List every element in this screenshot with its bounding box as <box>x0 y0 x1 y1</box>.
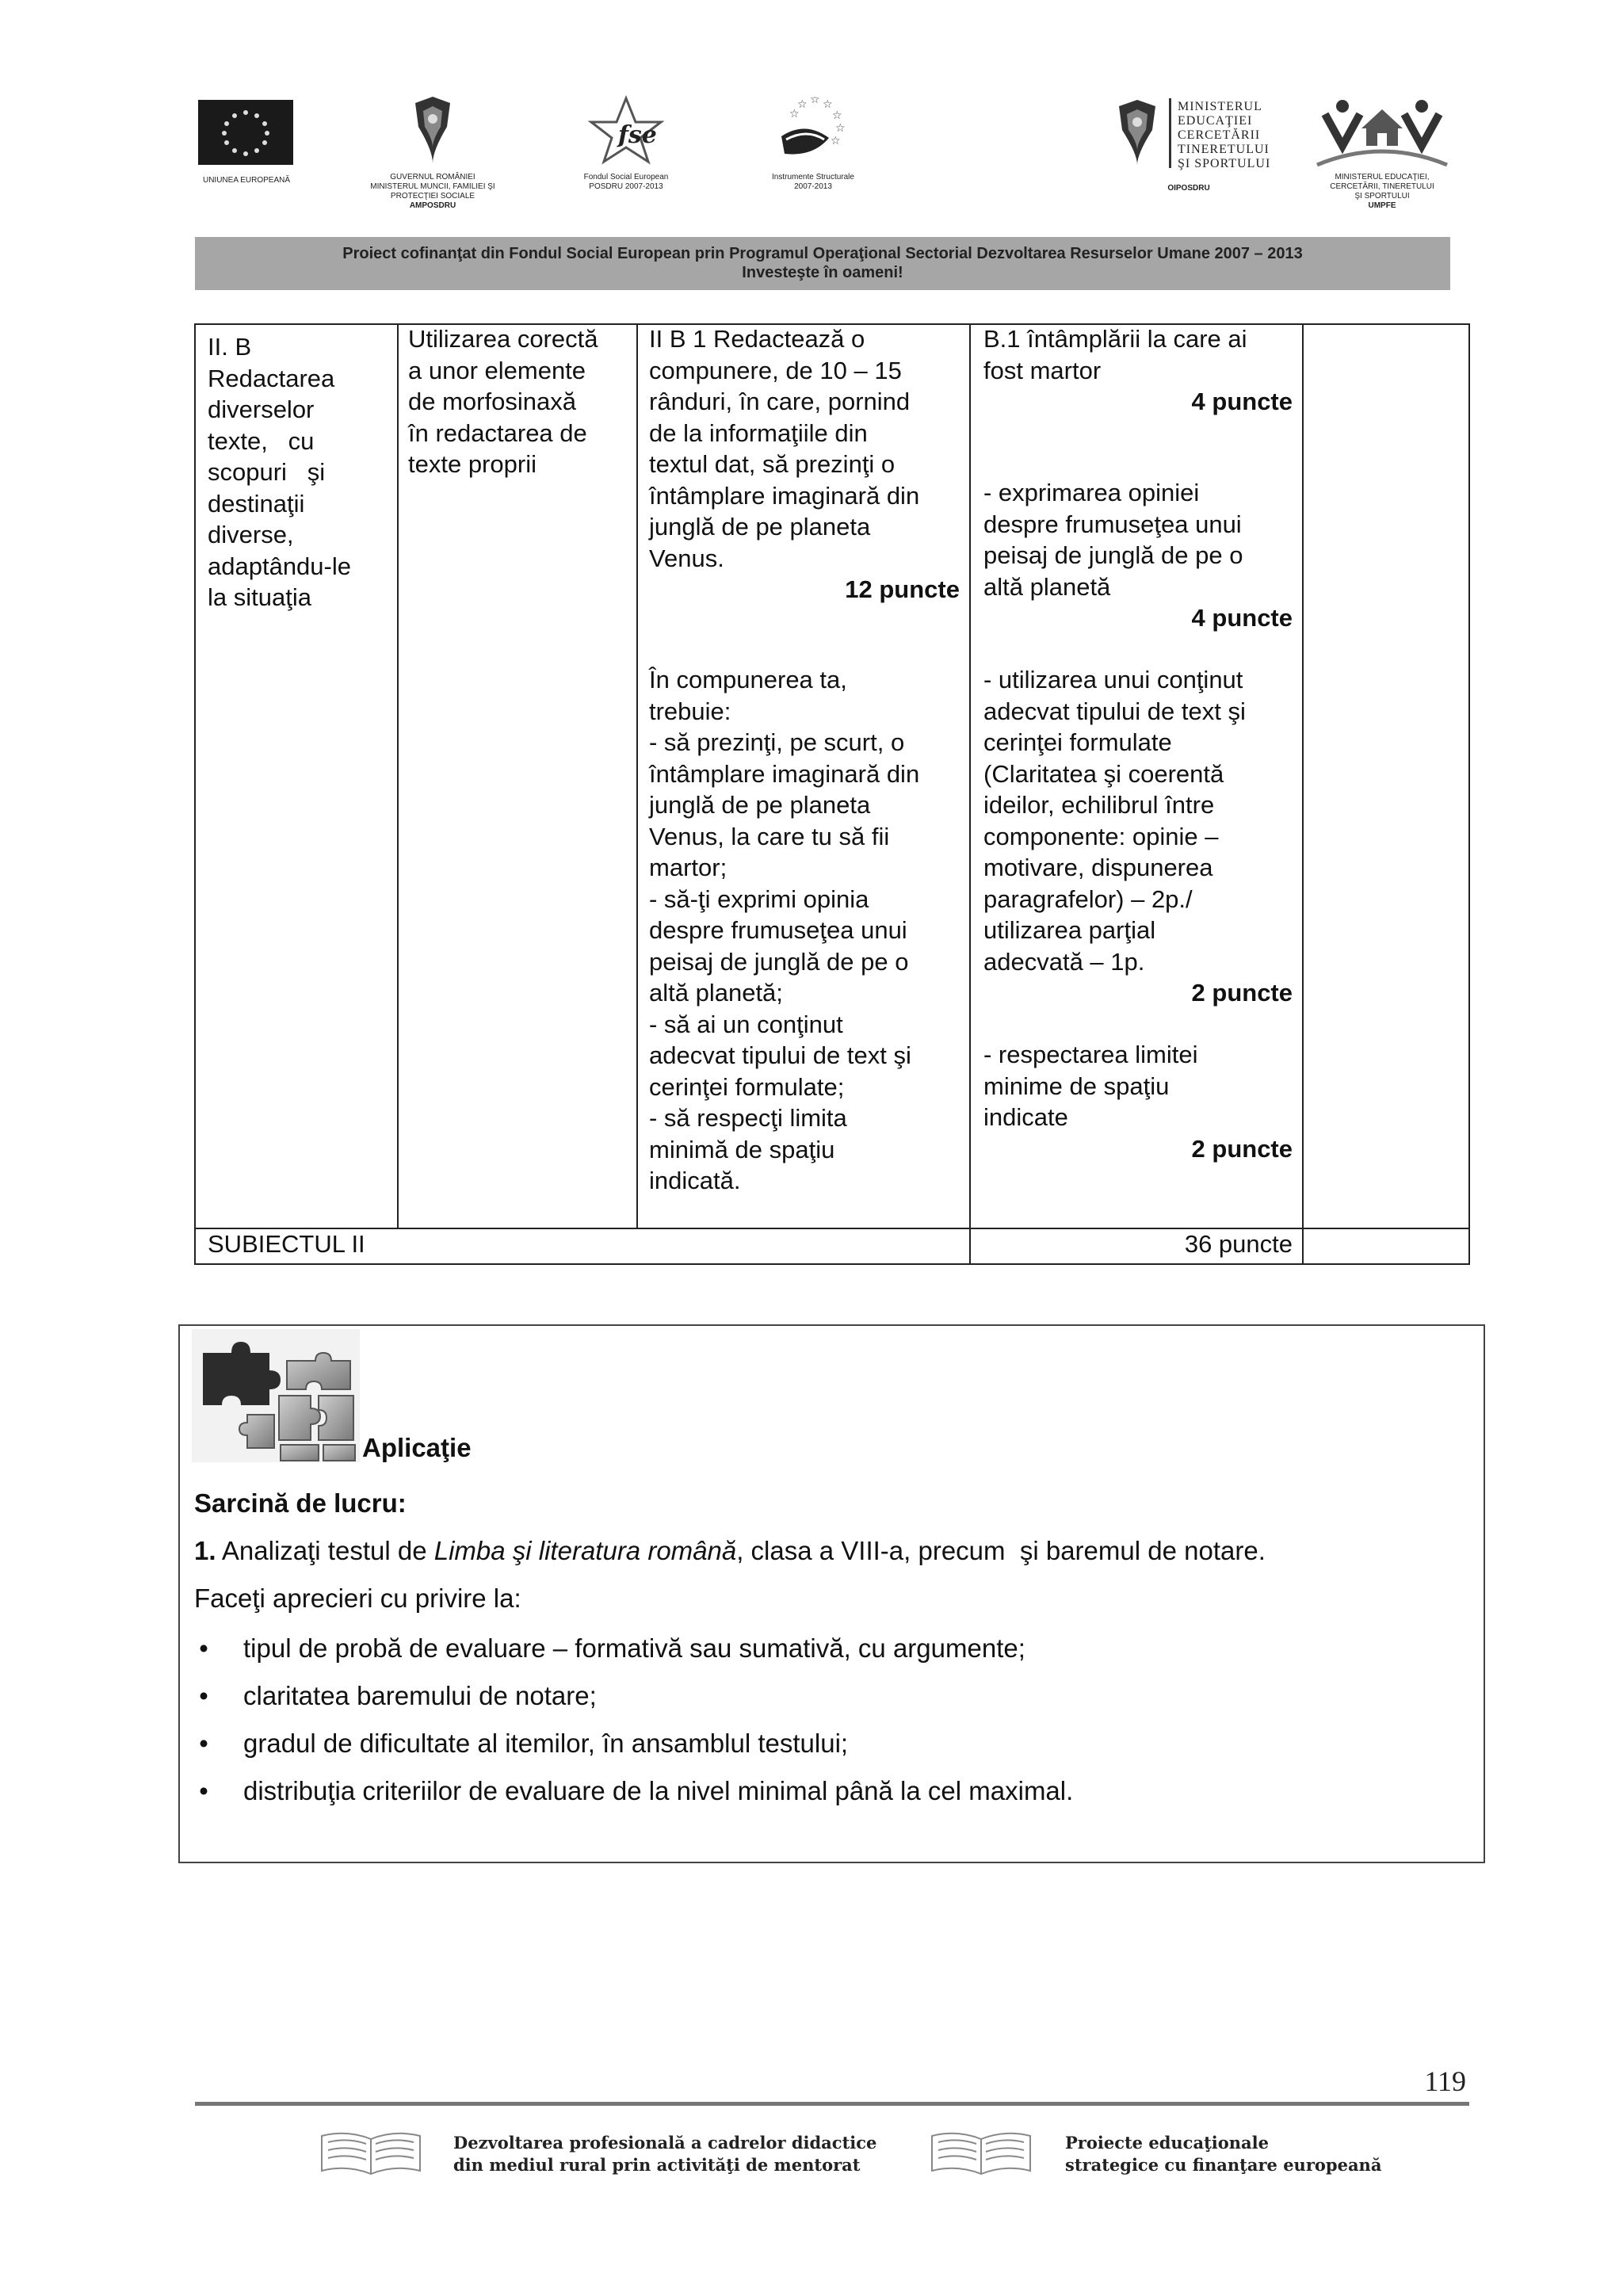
scoring-points-4: 2 puncte <box>1191 1134 1293 1163</box>
project-banner <box>195 237 1450 290</box>
puzzle-pieces-icon <box>192 1329 360 1462</box>
subject-total-points: 36 puncte <box>1184 1230 1293 1258</box>
svg-text:☆: ☆ <box>835 122 846 135</box>
content-cell: Utilizarea corectă a unor elemente de morfosinaxă în redactarea de texte proprii <box>408 325 598 478</box>
page-number: 119 <box>1424 2065 1466 2097</box>
footer-rule <box>195 2102 1469 2106</box>
scoring-points-3: 2 puncte <box>1191 979 1293 1007</box>
banner-line2: Investeşte în oameni! <box>742 264 903 281</box>
structural-instruments-logo <box>773 97 853 165</box>
application-title: Aplicaţie <box>362 1433 472 1462</box>
ministry-divider <box>1169 98 1171 168</box>
evaluation-table <box>194 323 1470 1265</box>
open-book-icon <box>315 2128 426 2179</box>
svg-text:☆: ☆ <box>832 109 842 122</box>
fse-star-logo <box>588 95 664 165</box>
structural-caption: Instrumente Structurale 2007-2013 <box>772 173 854 191</box>
scoring-points-2: 4 puncte <box>1191 604 1293 632</box>
subject-label: SUBIECTUL II <box>208 1230 365 1258</box>
bullet-icon: • <box>199 1729 208 1758</box>
ministry-crest-logo <box>1113 98 1162 166</box>
scoring-points-1: 4 puncte <box>1191 388 1293 415</box>
competence-cell: II. B Redactarea diverselor texte, cu scopuri şi destinaţii diverse, adaptându-le la situaţia <box>208 333 351 611</box>
umpfe-caption: MINISTERUL EDUCAŢIEI, CERCETĂRII, TINERETULUI ŞI SPORTULUI UMPFE <box>1330 173 1434 210</box>
open-book-icon <box>926 2128 1037 2179</box>
scoring-opinion: - exprimarea opiniei despre frumuseţea unui peisaj de junglă de pe o altă planetă 4 puncte <box>983 477 1293 634</box>
svg-text:☆: ☆ <box>789 108 800 120</box>
col-divider-1 <box>397 325 399 1228</box>
item-points: 12 puncte <box>845 575 960 603</box>
government-crest-logo <box>409 95 456 165</box>
svg-text:☆: ☆ <box>810 97 820 106</box>
svg-text:fse: fse <box>618 121 657 149</box>
government-caption: GUVERNUL ROMÂNIEI MINISTERUL MUNCII, FAMILIEI ŞI PROTECŢIEI SOCIALE AMPOSDRU <box>370 173 495 210</box>
item-cell: II B 1 Redactează o compunere, de 10 – 15 rânduri, în care, pornind de la informaţiile din textul dat, să prezinţi o întâmplare imaginară din junglă de pe planeta Venus. 12 puncte <box>649 323 960 606</box>
application-box: Aplicaţie Sarcină de lucru: 1. Analizaţi testul de Limba şi literatura română, clasa a VIII-a, precum şi baremul de notare. Faceţi aprecieri cu privire la: • tipul de probă de evaluare – formativă sau sumativă, cu argumente; • claritatea baremului de notare; • gradul de dificultate al itemilor, în ansamblul testului; • distribuţia criteriilor de evaluare de la nivel minimal până la cel maximal. <box>178 1324 1485 1863</box>
col-divider-3 <box>969 325 971 1263</box>
umpfe-logo <box>1309 98 1455 170</box>
oiposdru-caption: OIPOSDRU <box>1167 184 1210 193</box>
col-divider-4 <box>1302 325 1304 1263</box>
eu-caption: UNIUNEA EUROPEANĂ <box>202 176 291 185</box>
ministry-name-block: MINISTERUL EDUCAŢIEI CERCETĂRII TINERETULUI ŞI SPORTULUI <box>1178 100 1271 170</box>
scoring-cell: B.1 întâmplării la care ai fost martor 4 puncte <box>983 323 1293 418</box>
banner-line1: Proiect cofinanţat din Fondul Social European prin Programul Operaţional Sectorial Dezvoltarea Resurselor Umane 2007 – 2013 <box>342 245 1303 262</box>
fse-caption: Fondul Social European POSDRU 2007-2013 <box>583 173 669 191</box>
col-divider-2 <box>636 325 638 1228</box>
eu-flag-logo <box>198 100 293 165</box>
item-requirements: În compunerea ta, trebuie: - să prezinţi, pe scurt, o întâmplare imaginară din junglă de pe planeta Venus, la care tu să fii martor; - să-ţi exprimi opinia despre frumuseţea unui peisaj de junglă de pe o altă planetă; - să ai un conţinut adecvat tipului de text şi cerinţei formulate; - să respecţi limita minimă de spaţiu indicată. <box>649 666 920 1194</box>
svg-text:☆: ☆ <box>831 135 841 147</box>
scoring-length: - respectarea limitei minime de spaţiu indicate 2 puncte <box>983 1039 1293 1164</box>
footer-left-text: Dezvoltarea profesională a cadrelor didactice din mediul rural prin activităţi de mentorat <box>453 2133 877 2175</box>
task-label: Sarcină de lucru: <box>194 1488 407 1518</box>
bullet-icon: • <box>199 1633 208 1663</box>
svg-text:☆: ☆ <box>823 98 833 111</box>
footer-right-text: Proiecte educaţionale strategice cu finanţare europeană <box>1065 2133 1382 2175</box>
task-intro-line2: Faceţi aprecieri cu privire la: <box>194 1584 521 1613</box>
task-item-1: 1. Analizaţi testul de Limba şi literatura română, clasa a VIII-a, precum şi baremul de notare. <box>194 1536 1266 1565</box>
scoring-content: - utilizarea unui conţinut adecvat tipului de text şi cerinţei formulate (Claritatea şi coerentă ideilor, echilibrul între componente: opinie – motivare, dispunerea paragrafelor) – 2p./ utilizarea parţial adecvată – 1p. 2 puncte <box>983 664 1293 1009</box>
svg-text:☆: ☆ <box>797 98 808 111</box>
bullet-icon: • <box>199 1681 208 1710</box>
bullet-icon: • <box>199 1776 208 1805</box>
